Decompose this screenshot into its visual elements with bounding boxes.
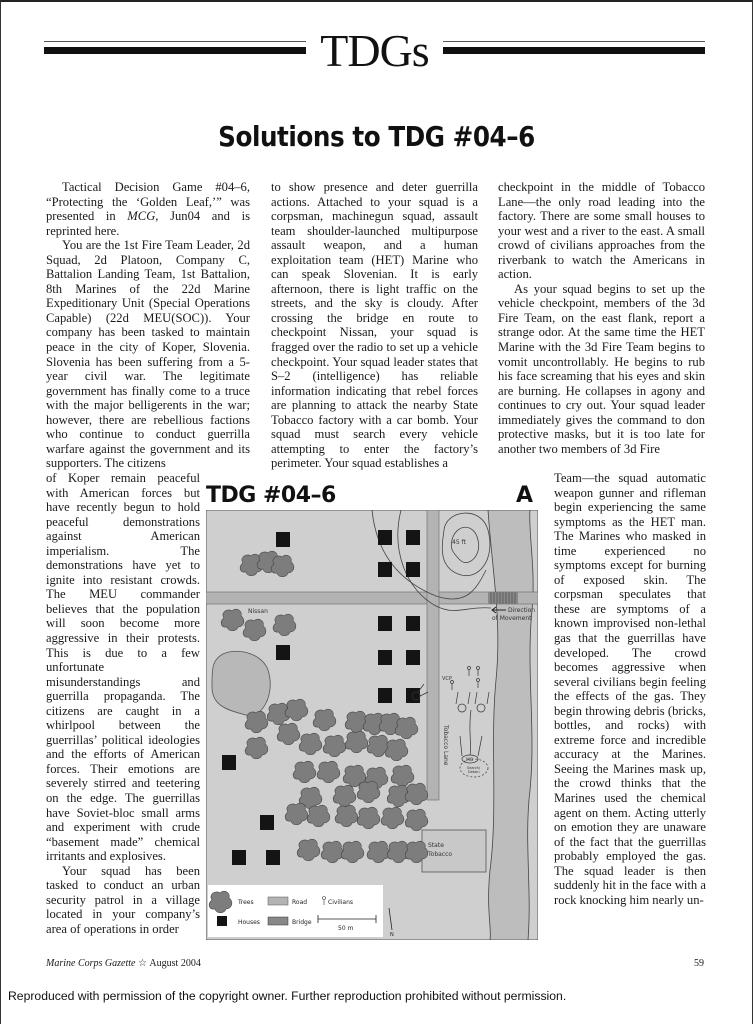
house	[378, 562, 392, 577]
paragraph: of Koper remain peaceful with American forces but have recently begun to hold peaceful demonstrations against American imperialism. The demonstrations have yet to ignite into resistant crowds. The MEU commander believes that the population will soon become more aggressive in their protests. This is due to a few unfortunate misunderstandings and guerrilla propaganda. The citizens are caught in a whirlpool between the guerrillas’ political ideologies and the efforts of American forces. Their emotions are severely stirred and teetering on the edge. The guerrillas have Soviet-bloc small arms and experiment with crude “basement made” chemical irritants and explosives.	[46, 471, 200, 864]
house	[406, 530, 420, 545]
page-number: 59	[694, 958, 704, 969]
legend-bridge: Bridge	[292, 919, 312, 926]
factory-label-1: State	[428, 842, 444, 849]
direction-label: Direction	[508, 607, 536, 614]
house	[406, 650, 420, 665]
vcp-label: VCP	[442, 676, 452, 682]
legend-civilians: Civilians	[328, 899, 354, 906]
factory-label-2: Tobacco	[428, 851, 453, 858]
house	[378, 650, 392, 665]
house	[406, 562, 420, 577]
tactical-map	[206, 510, 538, 940]
section-title: TDGs	[320, 25, 429, 76]
article-column-1-continued	[46, 471, 200, 937]
article-column-2	[271, 180, 478, 471]
legend-road: Road	[292, 899, 308, 906]
house	[222, 755, 236, 770]
tobacco-lane-label: Tobacco Lane	[442, 725, 449, 766]
copyright-notice: Reproduced with permission of the copyright owner. Further reproduction prohibited without permission.	[8, 989, 567, 1003]
intro-paragraph: Tactical Decision Game #04–6, “Protecting the ‘Golden Leaf,’” was presented in MCG, Jun04 and is reprinted here.	[46, 180, 250, 238]
house	[266, 850, 280, 865]
map-letter: A	[516, 483, 534, 508]
detain-label: Detain	[468, 770, 480, 774]
checkpoint-nissan-label: Nissan	[248, 608, 268, 615]
road-tobacco-lane	[427, 510, 439, 800]
map-legend	[208, 885, 383, 937]
map-title: TDG #04–6	[206, 483, 336, 508]
legend-house-icon	[217, 916, 227, 926]
house	[232, 850, 246, 865]
house	[276, 532, 290, 547]
house	[378, 530, 392, 545]
legend-scale: 50 m	[338, 925, 354, 932]
header-rule-left	[44, 41, 306, 56]
paragraph: You are the 1st Fire Team Leader, 2d Squad, 2d Platoon, Company C, Battalion Landing Team, 1st Battalion, 8th Marines of the 22d Marine Expeditionary Unit (Special Operations Capable) (22d MEU(SOC)). Your company has been tasked to maintain peace in the city of Koper, Slovenia. Slovenia has been suffering from a 5-year civil war. The legitimate government has finally come to a truce with the major belligerents in the war; however, there are rebellious factions who continue to conduct guerrilla warfare against the government and its supporters. The citizens	[46, 238, 250, 471]
hill-elevation-label: 45 ft	[452, 539, 466, 546]
paragraph: to show presence and deter guerrilla actions. Attached to your squad is a corpsman, machinegun squad, assault team shoulder-launched multipurpose assault weapon, and a human exploitation team (HET) Marine who can speak Slovenian. It is early afternoon, there is light traffic on the streets, and the sky is cloudy. After crossing the bridge en route to checkpoint Nissan, your squad is fragged over the radio to set up a vehicle checkpoint. Your squad leader states that S–2 (intelligence) has reliable information indicating that rebel forces are planning to attack the nearby State Tobacco factory with a car bomb. Your squad must search every vehicle attempting to enter the factory’s perimeter. Your squad establishes a	[271, 180, 478, 471]
publication-abbrev: MCG	[127, 209, 156, 224]
legend-trees: Trees	[238, 899, 254, 906]
paragraph: Team—the squad automatic weapon gunner and rifleman begin experiencing the same symptoms as the HET man. The Marines who masked in time experienced no symptoms except for burning of exposed skin. The corpsman speculates that these are symptoms of a known improvised non-lethal gas that the guerrillas have developed. The crowd becomes aggressive when several civilians begin feeling the effects of the gas. They begin throwing debris (bricks, bottles, and rocks) with extreme force and incredible accuracy at the Marines. Seeing the Marines mask up, the crowd thinks that the Marines used the chemical agent on them. Acting utterly on emotion they are unaware of the fact that the guerrillas probably employed the gas. The squad leader is then suddenly hit in the face with a rock knocking him nearly un-	[554, 471, 706, 907]
direction-label-2: of Movement	[492, 615, 532, 622]
article-column-1	[46, 180, 250, 471]
house	[406, 688, 420, 703]
legend-road-icon	[268, 897, 288, 905]
house	[406, 616, 420, 631]
footer-publication: Marine Corps Gazette ☆ August 2004	[46, 958, 201, 969]
house	[276, 645, 290, 660]
house	[260, 815, 274, 830]
north-label: N	[390, 932, 394, 938]
legend-houses: Houses	[238, 919, 260, 926]
house	[378, 616, 392, 631]
legend-bridge-icon	[268, 917, 288, 925]
star-icon: ☆	[137, 958, 147, 969]
river	[488, 510, 536, 940]
paragraph: As your squad begins to set up the vehicle checkpoint, members of the 3d Fire Team, on the east flank, report a strange odor. At the same time the HET Marine with the 3d Fire Team begins to vomit uncontrollably. He begins to rub his face screaming that his eyes and skin are burning. He collapses in agony and continues to cry out. Your squad leader immediately gives the command to don protective masks, but it is too late for another two members of 3d Fire	[498, 281, 705, 456]
header-rule-right	[443, 41, 705, 56]
search-label: Search/	[467, 766, 481, 770]
mg-label: MG	[466, 758, 474, 763]
article-column-3-continued	[554, 471, 706, 907]
paragraph: Your squad has been tasked to conduct an urban security patrol in a village located in your company’s area of operations in order	[46, 863, 200, 936]
house	[378, 688, 392, 703]
article-column-3	[498, 180, 705, 456]
paragraph: checkpoint in the middle of Tobacco Lane—the only road leading into the factory. There are some small houses to your west and a river to the east. A small crowd of civilians approaches from the riverbank to watch the Americans in action.	[498, 180, 705, 282]
page-title: Solutions to TDG #04–6	[218, 120, 535, 153]
